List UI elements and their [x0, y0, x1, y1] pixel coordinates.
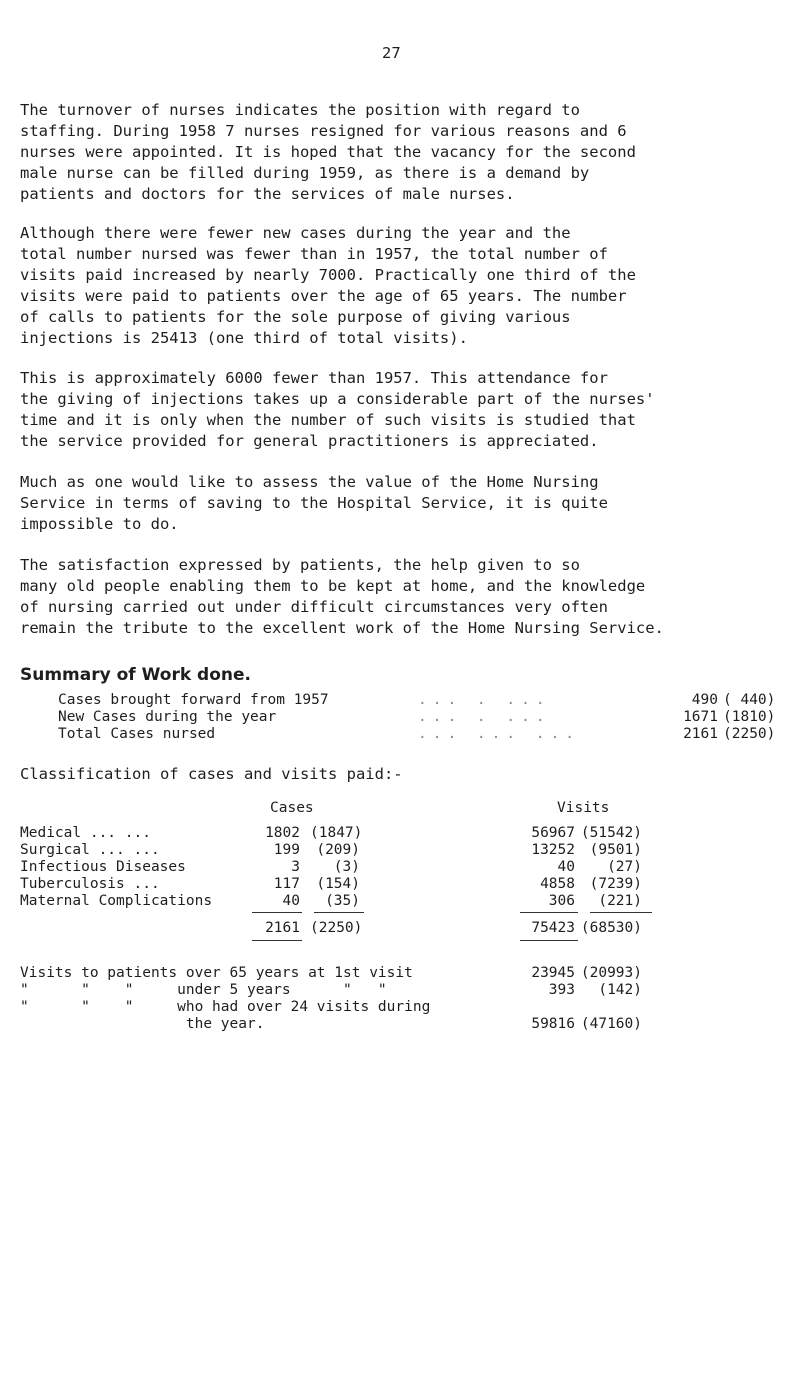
total-rule: [590, 912, 652, 913]
row-label: Surgical ... ...: [20, 842, 160, 858]
row-label: Medical ... ...: [20, 825, 151, 841]
cases-prev-value: (3): [333, 859, 360, 875]
row-label: Maternal Complications: [20, 893, 213, 909]
cases-prev-value: (1847): [310, 825, 363, 841]
classification-row: [20, 842, 780, 859]
paragraph-line: The satisfaction expressed by patients, the help given to so: [20, 556, 580, 574]
cases-prev-total: (2250): [310, 920, 363, 936]
leader-dots: ... ... ...: [418, 726, 581, 742]
total-rule: [520, 940, 578, 941]
row-label: Visits to patients over 65 years at 1st visit: [20, 965, 413, 981]
paragraph-line: impossible to do.: [20, 515, 179, 533]
cases-value: 3: [291, 859, 300, 875]
total-rule: [252, 940, 302, 941]
paragraph-line: of nursing carried out under difficult circumstances very often: [20, 598, 608, 616]
visits-value: 13252: [531, 842, 575, 858]
page-number: 27: [382, 44, 401, 62]
paragraph-line: Much as one would like to assess the value of the Home Nursing: [20, 473, 599, 491]
paragraph-line: male nurse can be filled during 1959, as there is a demand by: [20, 164, 590, 182]
visits-total: 75423: [531, 920, 575, 936]
leader-dots: ... . ...: [418, 709, 551, 725]
total-rule: [252, 912, 302, 913]
paragraph-line: of calls to patients for the sole purpose of giving various: [20, 308, 571, 326]
visits-prev-total: (68530): [580, 920, 642, 936]
visits-prev-value: (142): [598, 982, 642, 998]
summary-row: [58, 692, 778, 709]
row-label: Tuberculosis ...: [20, 876, 160, 892]
summary-label: Cases brought forward from 1957: [58, 692, 329, 708]
paragraph-line: Service in terms of saving to the Hospital Service, it is quite: [20, 494, 608, 512]
row-label: " " " who had over 24 visits during: [20, 999, 431, 1015]
summary-label: New Cases during the year: [58, 709, 277, 725]
paragraph-line: many old people enabling them to be kept at home, and the knowledge: [20, 577, 646, 595]
cases-value: 40: [282, 893, 300, 909]
classification-totals-row: [20, 920, 780, 937]
summary-heading: Summary of Work done.: [20, 665, 251, 685]
paragraph-line: time and it is only when the number of such visits is studied that: [20, 411, 636, 429]
cases-value: 199: [273, 842, 300, 858]
summary-value: 2161: [683, 726, 718, 742]
total-rule: [314, 912, 364, 913]
paragraph-line: visits were paid to patients over the age of 65 years. The number: [20, 287, 627, 305]
paragraph-5: [20, 555, 765, 639]
leader-dots: ... . ...: [418, 692, 551, 708]
total-rule: [520, 912, 578, 913]
summary-value: 1671: [683, 709, 718, 725]
classification-row: [20, 825, 780, 842]
visits-prev-value: (20993): [580, 965, 642, 981]
summary-prev-value: (1810): [723, 709, 776, 725]
visits-row: [20, 999, 780, 1016]
paragraph-line: This is approximately 6000 fewer than 1957. This attendance for: [20, 369, 608, 387]
paragraph-3: [20, 368, 765, 452]
summary-row: [58, 709, 778, 726]
paragraph-line: the giving of injections takes up a considerable part of the nurses': [20, 390, 655, 408]
visits-prev-value: (47160): [580, 1016, 642, 1032]
paragraph-line: staffing. During 1958 7 nurses resigned for various reasons and 6: [20, 122, 627, 140]
cases-value: 1802: [265, 825, 300, 841]
visits-prev-value: (51542): [580, 825, 642, 841]
visits-prev-value: (27): [607, 859, 642, 875]
cases-value: 117: [273, 876, 300, 892]
classification-title: Classification of cases and visits paid:-: [20, 765, 403, 783]
visits-value: 393: [548, 982, 575, 998]
classification-row: [20, 893, 780, 910]
row-label: " " " under 5 years " ": [20, 982, 387, 998]
row-label: Infectious Diseases: [20, 859, 186, 875]
paragraph-line: Although there were fewer new cases during the year and the: [20, 224, 571, 242]
paragraph-line: visits paid increased by nearly 7000. Practically one third of the: [20, 266, 636, 284]
paragraph-line: remain the tribute to the excellent work of the Home Nursing Service.: [20, 619, 664, 637]
visits-value: 23945: [531, 965, 575, 981]
visits-prev-value: (7239): [589, 876, 642, 892]
paragraph-line: the service provided for general practitioners is appreciated.: [20, 432, 599, 450]
visits-value: 56967: [531, 825, 575, 841]
visits-row: [20, 965, 780, 982]
visits-column-header: Visits: [557, 800, 610, 816]
visits-value: 306: [548, 893, 575, 909]
summary-prev-value: ( 440): [723, 692, 776, 708]
classification-row: [20, 876, 780, 893]
visits-row: [20, 1016, 780, 1033]
paragraph-line: total number nursed was fewer than in 1957, the total number of: [20, 245, 608, 263]
cases-prev-value: (35): [325, 893, 360, 909]
summary-label: Total Cases nursed: [58, 726, 216, 742]
visits-value: 59816: [531, 1016, 575, 1032]
cases-total: 2161: [265, 920, 300, 936]
visits-prev-value: (9501): [589, 842, 642, 858]
summary-row: [58, 726, 778, 743]
visits-prev-value: (221): [598, 893, 642, 909]
paragraph-line: The turnover of nurses indicates the position with regard to: [20, 101, 580, 119]
paragraph-2: [20, 223, 765, 349]
paragraph-4: [20, 472, 765, 535]
visits-row: [20, 982, 780, 999]
cases-prev-value: (209): [316, 842, 360, 858]
paragraph-line: injections is 25413 (one third of total visits).: [20, 329, 468, 347]
paragraph-line: patients and doctors for the services of male nurses.: [20, 185, 515, 203]
cases-column-header: Cases: [270, 800, 314, 816]
classification-row: [20, 859, 780, 876]
summary-value: 490: [691, 692, 718, 708]
paragraph-line: nurses were appointed. It is hoped that the vacancy for the second: [20, 143, 636, 161]
cases-prev-value: (154): [316, 876, 360, 892]
visits-value: 40: [557, 859, 575, 875]
row-label: the year.: [20, 1016, 265, 1032]
paragraph-1: [20, 100, 765, 205]
visits-value: 4858: [540, 876, 575, 892]
summary-prev-value: (2250): [723, 726, 776, 742]
